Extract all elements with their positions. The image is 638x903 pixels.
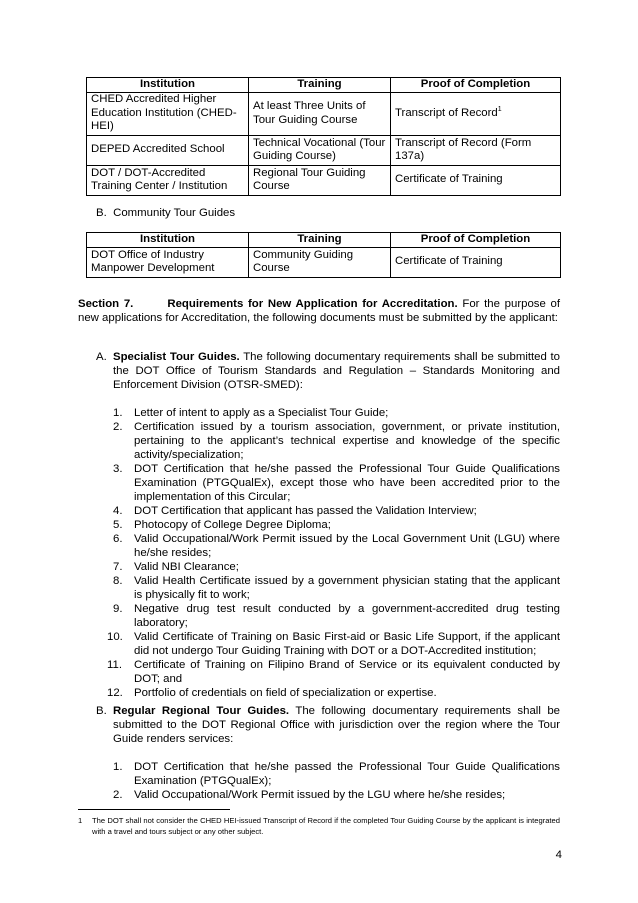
table-row (87, 92, 561, 135)
specialist-tour-guides-paragraph (96, 350, 560, 392)
table-cell: Regional Tour Guiding Course (249, 165, 391, 195)
training-requirements-table (86, 77, 561, 196)
section-title: Requirements for New Application for Accreditation. (167, 298, 458, 310)
item-title: Regular Regional Tour Guides. (113, 705, 290, 717)
footnote-text: The DOT shall not consider the CHED HEI-issued Transcript of Record if the completed Tour Guiding Course by the applicant is integrated with a travel and tours subject or any other subject. (92, 816, 560, 836)
list-item: 1. DOT Certification that he/she passed the Professional Tour Guide Qualifications Examination (PTGQualEx); (113, 761, 560, 787)
community-tour-guides-heading (96, 206, 235, 220)
item-text: The following documentary requirements shall be submitted to the DOT Regional Office with jurisdiction over the region where the Tour Guide renders services: (113, 705, 560, 745)
table-cell: DOT Office of Industry Manpower Development (87, 247, 249, 277)
column-header-training: Training (249, 233, 391, 248)
table-cell: Community Guiding Course (249, 247, 391, 277)
column-header-training: Training (249, 78, 391, 93)
list-item: 12. Portfolio of credentials on field of specialization or expertise. (107, 687, 437, 699)
list-item: 10. Valid Certificate of Training on Basic First-aid or Basic Life Support, if the applicant did not undergo Tour Guiding Training with DOT or a DOT-Accredited institution; (107, 631, 560, 657)
table-cell: Certificate of Training (391, 247, 561, 277)
list-item: 9. Negative drug test result conducted by a government-accredited drug testing laboratory; (113, 603, 560, 629)
list-item: 1. Letter of intent to apply as a Specialist Tour Guide; (113, 407, 389, 419)
table-cell: Transcript of Record (Form 137a) (391, 135, 561, 165)
list-item: 11. Certificate of Training on Filipino Brand of Service or its equivalent conducted by DOT; and (107, 659, 560, 685)
table-row (87, 165, 561, 195)
item-marker: A. (96, 351, 107, 363)
list-item: 6. Valid Occupational/Work Permit issued by the Local Government Unit (LGU) where he/she resides; (113, 533, 560, 559)
regular-regional-tour-guides-paragraph (96, 704, 560, 746)
table-cell: At least Three Units of Tour Guiding Course (249, 92, 391, 135)
subsection-title: Community Tour Guides (113, 207, 236, 219)
community-guides-table (86, 232, 561, 278)
table-row (87, 135, 561, 165)
footnote-reference: 1 (497, 105, 502, 113)
list-item: 8. Valid Health Certificate issued by a government physician stating that the applicant is physically fit to work; (113, 575, 560, 601)
regional-requirements-list (113, 760, 560, 802)
table-cell: CHED Accredited Higher Education Institution (CHED-HEI) (87, 92, 249, 135)
item-marker: B. (96, 705, 107, 717)
table-cell: DEPED Accredited School (87, 135, 249, 165)
list-item: 7. Valid NBI Clearance; (113, 561, 239, 573)
table-cell: DOT / DOT-Accredited Training Center / Institution (87, 165, 249, 195)
section-7-paragraph (78, 297, 560, 325)
column-header-institution: Institution (87, 233, 249, 248)
item-text: The following documentary requirements shall be submitted to the DOT Office of Tourism Standards and Regulation – Standards Monitoring and Enforcement Division (OTSR-SMED): (113, 351, 561, 391)
list-item: 2. Certification issued by a tourism association, government, or private institution, pertaining to the applicant’s technical expertise and knowledge of the specific activity/specialization; (113, 421, 560, 461)
list-item: 5. Photocopy of College Degree Diploma; (113, 519, 331, 531)
column-header-proof: Proof of Completion (391, 78, 561, 93)
footnote-marker: 1 (78, 816, 83, 825)
list-item: 2. Valid Occupational/Work Permit issued by the LGU where he/she resides; (113, 789, 506, 801)
table-header-row (87, 233, 561, 248)
footnote-separator (78, 809, 230, 810)
specialist-requirements-list (107, 406, 560, 700)
cell-text: Transcript of Record (395, 106, 498, 119)
list-item: 3. DOT Certification that he/she passed the Professional Tour Guide Qualifications Examination (PTGQualEx), except those who have been accredited prior to the implementation of this Circular; (113, 463, 560, 503)
footnote (78, 815, 560, 837)
subsection-marker: B. (96, 207, 107, 219)
section-label: Section 7. (78, 298, 134, 310)
table-cell (391, 92, 561, 135)
table-row (87, 247, 561, 277)
section-text: For the purpose of new applications for Accreditation, the following documents must be submitted by the applicant: (78, 298, 561, 324)
table-cell: Technical Vocational (Tour Guiding Course) (249, 135, 391, 165)
table-cell: Certificate of Training (391, 165, 561, 195)
item-title: Specialist Tour Guides. (113, 351, 240, 363)
table-header-row (87, 78, 561, 93)
column-header-proof: Proof of Completion (391, 233, 561, 248)
list-item: 4. DOT Certification that applicant has passed the Validation Interview; (113, 505, 477, 517)
column-header-institution: Institution (87, 78, 249, 93)
page-number: 4 (555, 849, 562, 861)
